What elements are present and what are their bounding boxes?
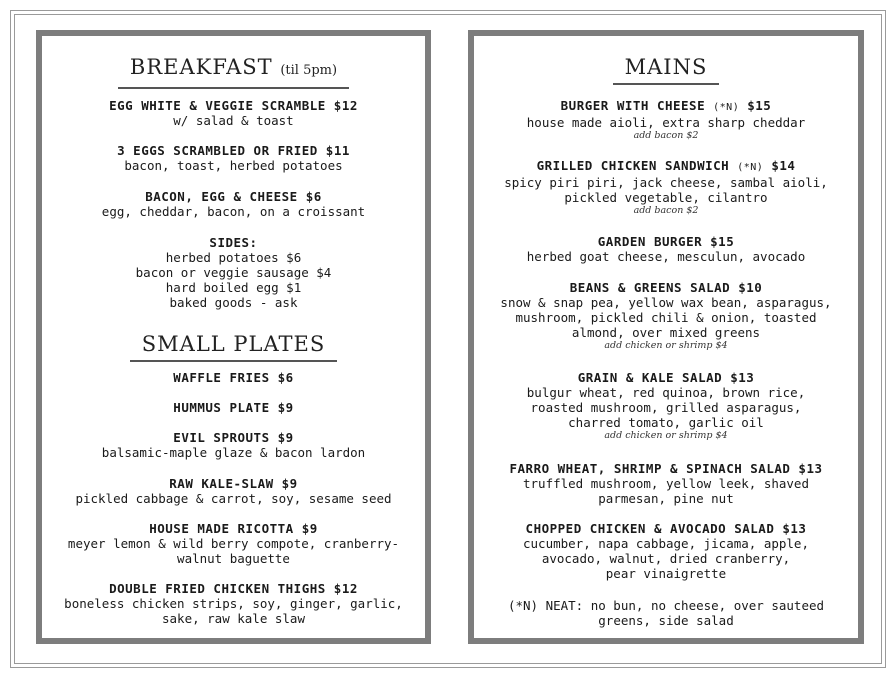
menu-item: HUMMUS PLATE $9 — [173, 400, 294, 415]
menu-item: GRILLED CHICKEN SANDWICH (*N) $14 spicy piri piri, jack cheese, sambal aioli, pickled vegetable, cilantro add bacon $2 — [504, 158, 828, 216]
menu-item: BEANS & GREENS SALAD $10 snow & snap pea, yellow wax bean, asparagus, mushroom, pickled chili & onion, toasted almond, over mixed greens add chicken or shrimp $4 — [500, 280, 832, 351]
menu-item: GARDEN BURGER $15 herbed goat cheese, mesculun, avocado — [526, 234, 806, 264]
menu-item: GRAIN & KALE SALAD $13 bulgur wheat, red quinoa, brown rice, roasted mushroom, grilled asparagus, charred tomato, garlic oil add chicken or shrimp $4 — [526, 370, 806, 441]
menu-item: WAFFLE FRIES $6 — [173, 370, 294, 385]
menu-item: FARRO WHEAT, SHRIMP & SPINACH SALAD $13 truffled mushroom, yellow leek, shaved parmesan, pine nut — [509, 461, 823, 506]
mains-heading: MAINS — [474, 54, 858, 85]
footnote: (*N) NEAT: no bun, no cheese, over sauteed greens, side salad — [507, 598, 825, 628]
breakfast-subtitle: (til 5pm) — [280, 63, 338, 78]
left-menu-panel — [36, 30, 431, 644]
sides-list: SIDES: herbed potatoes $6 bacon or veggie sausage $4 hard boiled egg $1 baked goods - ask — [42, 235, 425, 310]
menu-item: CHOPPED CHICKEN & AVOCADO SALAD $13 cucumber, napa cabbage, jicama, apple, avocado, walnut, dried cranberry, pear vinaigrette — [523, 521, 809, 581]
sides-title: SIDES: — [209, 235, 258, 250]
small-plates-heading: SMALL PLATES — [42, 331, 425, 362]
menu-item: HOUSE MADE RICOTTA $9 meyer lemon & wild berry compote, cranberry- walnut baguette — [67, 521, 400, 566]
menu-item: BURGER WITH CHEESE (*N) $15 house made aioli, extra sharp cheddar add bacon $2 — [526, 98, 806, 141]
menu-item: DOUBLE FRIED CHICKEN THIGHS $12 boneless chicken strips, soy, ginger, garlic, sake, raw kale slaw — [64, 581, 403, 626]
menu-item: 3 EGGS SCRAMBLED OR FRIED $11 bacon, toast, herbed potatoes — [117, 143, 350, 173]
menu-item: RAW KALE-SLAW $9 pickled cabbage & carrot, soy, sesame seed — [75, 476, 392, 506]
menu-item: EGG WHITE & VEGGIE SCRAMBLE $12 w/ salad & toast — [109, 98, 358, 128]
menu-item: BACON, EGG & CHEESE $6 egg, cheddar, bacon, on a croissant — [101, 189, 366, 219]
menu-item: EVIL SPROUTS $9 balsamic-maple glaze & bacon lardon — [101, 430, 366, 460]
right-menu-panel — [468, 30, 864, 644]
breakfast-title: BREAKFAST — [129, 55, 273, 79]
breakfast-heading — [42, 54, 425, 89]
